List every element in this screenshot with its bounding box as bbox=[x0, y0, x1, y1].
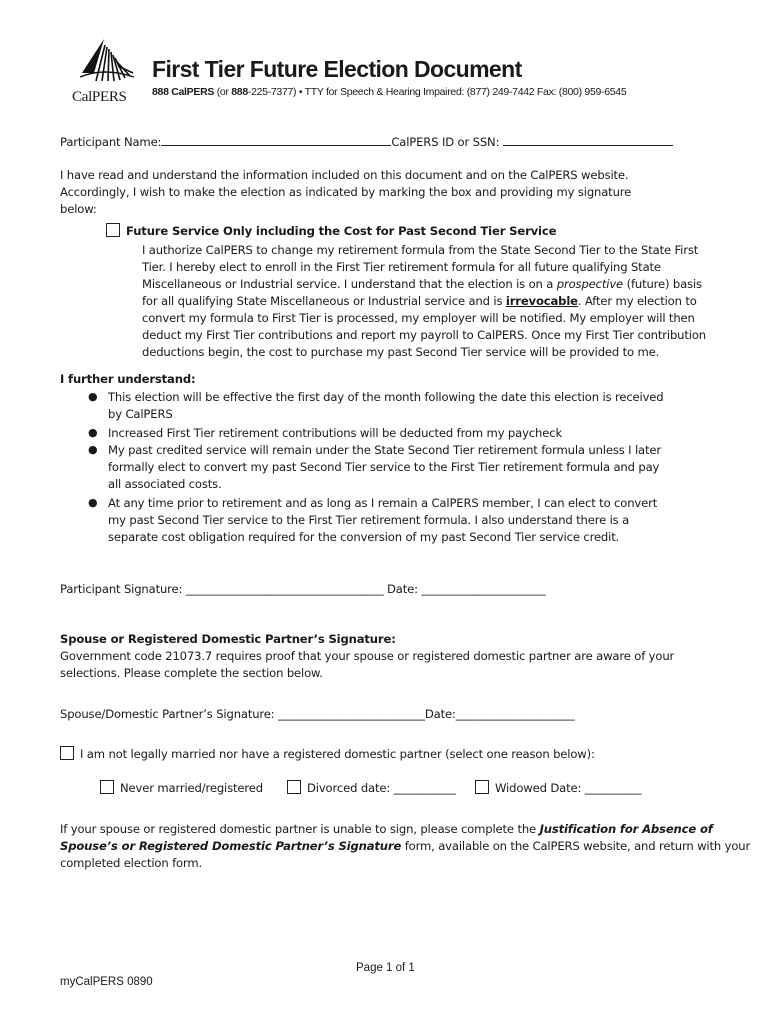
not-married-label: I am not legally married nor have a registered domestic partner (select one reason below): bbox=[80, 747, 595, 761]
spouse-date-field[interactable]: Date:_____________________ bbox=[424, 707, 575, 721]
participant-signature-row bbox=[60, 581, 546, 598]
spouse-heading: Spouse or Registered Domestic Partner’s Signature: bbox=[60, 632, 396, 646]
option-line: deduct my First Tier contributions and report my payroll to CalPERS. Once my First Tier contribution bbox=[142, 328, 706, 342]
calpers-logo bbox=[72, 37, 136, 103]
form-id: myCalPERS 0890 bbox=[60, 976, 153, 988]
divorced-option bbox=[287, 780, 456, 797]
participant-name-field[interactable] bbox=[161, 145, 391, 146]
future-service-checkbox[interactable] bbox=[106, 223, 120, 237]
divorced-checkbox[interactable] bbox=[287, 780, 301, 794]
option-line-end: . After my election to bbox=[577, 294, 697, 308]
option-line-text: Miscellaneous or Industrial service. I understand that the election is on a bbox=[142, 277, 557, 291]
contact-phone-name: 888 CalPERS bbox=[152, 86, 215, 98]
intro-line: I have read and understand the information included on this document and on the CalPERS website. bbox=[60, 168, 629, 182]
divorced-label: Divorced date: ___________ bbox=[307, 781, 456, 795]
contact-phone-num: 888 bbox=[231, 86, 248, 98]
further-heading: I further understand: bbox=[60, 372, 196, 386]
closing-line bbox=[60, 821, 750, 838]
not-married-row bbox=[60, 746, 595, 763]
further-item-line: Increased First Tier retirement contributions will be deducted from my paycheck bbox=[108, 426, 563, 440]
option-line: deductions begin, the cost to purchase my past Second Tier service will be provided to me. bbox=[142, 345, 660, 359]
never-married-label: Never married/registered bbox=[120, 781, 263, 795]
not-married-checkbox[interactable] bbox=[60, 746, 74, 760]
option-line-end: (future) basis bbox=[623, 277, 702, 291]
participant-name-row bbox=[60, 134, 673, 151]
future-service-heading: Future Service Only including the Cost for Past Second Tier Service bbox=[126, 224, 557, 238]
intro-paragraph bbox=[60, 167, 631, 218]
participant-signature-field[interactable]: Participant Signature: ___________________________________ bbox=[60, 582, 384, 596]
justification-form-name: Spouse’s or Registered Domestic Partner’s Signature bbox=[60, 839, 402, 853]
calpers-id-field[interactable] bbox=[503, 145, 673, 146]
bullet-icon: ● bbox=[88, 426, 98, 439]
further-item-line: all associated costs. bbox=[108, 477, 222, 491]
bullet-icon: ● bbox=[88, 390, 98, 403]
intro-line: Accordingly, I wish to make the election as indicated by marking the box and providing my signature bbox=[60, 185, 632, 199]
spouse-description bbox=[60, 648, 674, 682]
contact-text-1: (or bbox=[214, 86, 232, 98]
further-item-line: separate cost obligation required for the conversion of my past Second Tier service credit. bbox=[108, 530, 620, 544]
irrevocable-text: irrevocable bbox=[505, 294, 578, 308]
option-line: I authorize CalPERS to change my retirement formula from the State Second Tier to the State First bbox=[142, 243, 699, 257]
closing-text: If your spouse or registered domestic partner is unable to sign, please complete the bbox=[60, 822, 540, 836]
closing-line bbox=[60, 838, 750, 855]
further-item-line: my past Second Tier service to the First Tier retirement formula. I also understand there is a bbox=[108, 513, 630, 527]
further-item-line: This election will be effective the first day of the month following the date this election is received bbox=[108, 390, 664, 404]
future-service-option bbox=[106, 223, 556, 240]
bullet-icon: ● bbox=[88, 443, 98, 456]
further-item bbox=[108, 495, 657, 546]
widowed-label: Widowed Date: __________ bbox=[495, 781, 642, 795]
spouse-signature-row bbox=[60, 706, 574, 723]
never-married-option bbox=[100, 780, 263, 797]
spouse-signature-field[interactable]: Spouse/Domestic Partner’s Signature: __________________________ bbox=[60, 707, 425, 721]
justification-form-name: Justification for Absence of bbox=[539, 822, 713, 836]
calpers-id-label: CalPERS ID or SSN: bbox=[391, 135, 500, 149]
further-item bbox=[108, 442, 661, 493]
further-item bbox=[108, 389, 664, 423]
option-line-text: for all qualifying State Miscellaneous or Industrial service and is bbox=[142, 294, 506, 308]
page-number: Page 1 of 1 bbox=[356, 962, 415, 974]
contact-line bbox=[152, 86, 626, 98]
contact-text-2: -225-7377) • TTY for Speech & Hearing Impaired: (877) 249-7442 Fax: (800) 959-6545 bbox=[247, 86, 627, 98]
widowed-option bbox=[475, 780, 641, 797]
further-item-line: My past credited service will remain under the State Second Tier retirement formula unless I later bbox=[108, 443, 662, 457]
spouse-line: selections. Please complete the section below. bbox=[60, 666, 323, 680]
participant-date-field[interactable]: Date: ______________________ bbox=[387, 582, 546, 596]
further-item-line: by CalPERS bbox=[108, 407, 173, 421]
option-line bbox=[142, 276, 706, 293]
widowed-checkbox[interactable] bbox=[475, 780, 489, 794]
further-item-line: At any time prior to retirement and as long as I remain a CalPERS member, I can elect to convert bbox=[108, 496, 658, 510]
calpers-logo-icon bbox=[72, 37, 136, 87]
option-line: Tier. I hereby elect to enroll in the First Tier retirement formula for all future qualifying State bbox=[142, 260, 661, 274]
intro-line: below: bbox=[60, 202, 97, 216]
bullet-icon: ● bbox=[88, 496, 98, 509]
further-item-line: formally elect to convert my past Second Tier service to the First Tier retirement formula and pay bbox=[108, 460, 660, 474]
option-description bbox=[142, 242, 706, 361]
closing-text: form, available on the CalPERS website, and return with your bbox=[401, 839, 751, 853]
logo-wordmark: CalPERS bbox=[72, 89, 127, 105]
closing-paragraph bbox=[60, 821, 750, 872]
page-title: First Tier Future Election Document bbox=[152, 56, 522, 82]
option-line: convert my formula to First Tier is processed, my employer will be notified. My employer will then bbox=[142, 311, 695, 325]
closing-line: completed election form. bbox=[60, 856, 203, 870]
option-line bbox=[142, 293, 706, 310]
participant-name-label: Participant Name: bbox=[60, 135, 162, 149]
spouse-line: Government code 21073.7 requires proof that your spouse or registered domestic partner are aware of your bbox=[60, 649, 675, 663]
never-married-checkbox[interactable] bbox=[100, 780, 114, 794]
further-item bbox=[108, 425, 562, 442]
prospective-text: prospective bbox=[556, 277, 624, 291]
